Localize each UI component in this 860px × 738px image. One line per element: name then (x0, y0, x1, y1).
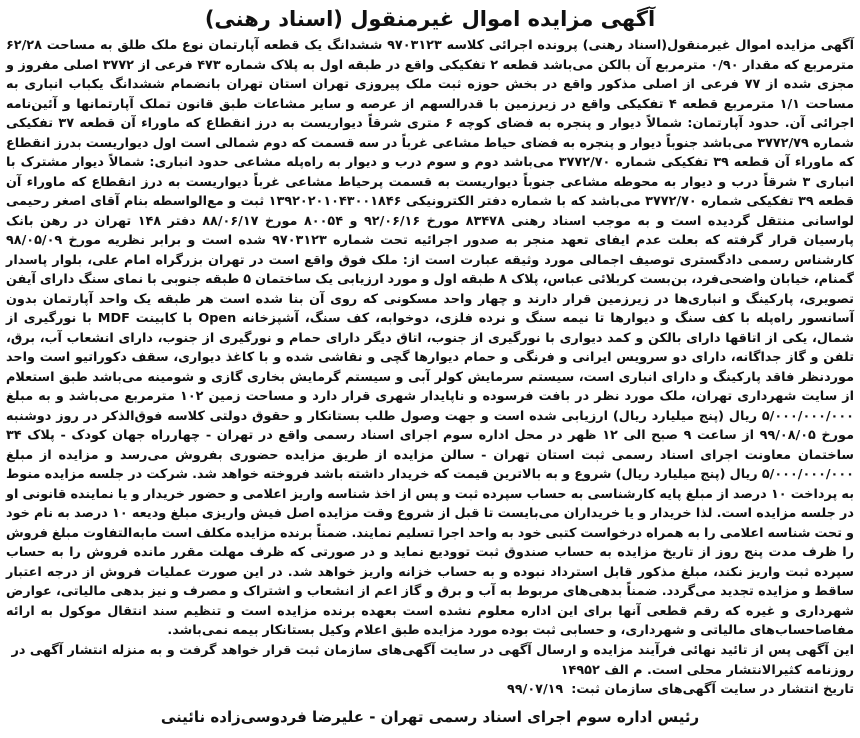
publication-label: تاریخ انتشار در سایت آگهی‌های سازمان ثبت: (571, 682, 854, 698)
signature: رئیس اداره سوم اجرای اسناد رسمی تهران - علیرضا فردوسی‌زاده نائینی (160, 707, 700, 726)
publication-line (6, 680, 854, 700)
notice-body: آگهی مزایده اموال غیرمنقول(اسناد رهنی) پرونده اجرائی کلاسه ۹۷۰۳۱۲۳ ششدانگ یک قطعه آپارتمان نوع ملک طلق به مساحت ۶۲/۲۸ مترمربع که مقدار ۰/۹۰ مترمربع آن بالکن می‌باشد قطعه ۲ تفکیکی واقع در طبقه اول به پلاک شماره ۴۷۳ فرعی از ۳۷۷۲ اصلی مفروز و مجزی شده از ۷۷ فرعی از اصلی مذکور واقع در بخش حوزه ثبت ملک پیروزی تهران استان تهران بانضمام ششدانگ یکباب انباری به مساحت ۱/۱ مترمربع قطعه ۴ تفکیکی واقع در زیرزمین با قدرالسهم از عرصه و سایر مشاعات طبق قانون تملک آپارتمانها و آئین‌نامه اجرائی آن. حدود آپارتمان: شمالاً دیوار و پنجره به فضای کوچه ۶ متری شرقاً دیواریست به درز انقطاع که ماوراء آن قطعه ۳۷ تفکیکی شماره ۳۷۷۲/۷۹ می‌باشد جنوباً دیوار و پنجره به فضای حیاط مشاعی غرباً در سه قسمت که دوم شمالی است اول دیواریست بدرز انقطاع که ماوراء آن قطعه ۳۹ تفکیکی شماره ۳۷۷۲/۷۰ می‌باشد دوم و سوم درب و دیوار به راه‌پله مشاعی حدود انباری: شمالاً دیوار مشترک با انباری ۳ شرقاً درب و دیوار به محوطه مشاعی جنوباً دیواریست به قسمت پرحیاط مشاعی غرباً دیواریست به درز انقطاع که ماوراء آن قطعه ۳۹ تفکیکی شماره ۳۷۷۲/۷۰ می‌باشد که با شماره دفتر الکترونیکی ۱۳۹۲۰۲۰۱۰۴۳۰۰۱۸۴۶ ثبت و مع‌الواسطه بنام آقای اصغر رحیمی لواسانی منتقل گردیده است و به موجب اسناد رهنی ۸۳۴۷۸ مورخ ۹۲/۰۶/۱۶ و ۸۰۰۵۴ مورخ ۸۸/۰۶/۱۷ دفتر ۱۴۸ تهران در رهن بانک پارسیان قرار گرفته که بعلت عدم ایفای تعهد منجر به صدور اجرائیه تحت شماره ۹۷۰۳۱۲۳ شده است و برابر نظریه مورخ ۹۸/۰۵/۰۹ کارشناس رسمی دادگستری توصیف اجمالی مورد وثیقه عبارت است از: ملک فوق واقع است در تهران بزرگراه امام علی، بلوار پاسدار گمنام، خیابان واضحی‌فرد، بن‌بست کربلائی عباس، پلاک ۸ طبقه اول و مورد ارزیابی یک ساختمان ۵ طبقه جنوبی با نمای سنگ دارای آیفن تصویری، پارکینگ و انباری‌ها در زیرزمین قرار دارند و چهار واحد مسکونی که روی آن بنا شده است هر طبقه یک واحد آپارتمان بدون آسانسور راه‌پله با کف سنگ و دیوارها تا نیمه سنگ و نرده فلزی، دوخوابه، کف سنگ، آشپزخانه Open با کابینت MDF با نورگیری از شمال، یکی از اتاقها دارای بالکن و کمد دیواری با نورگیری از جنوب، اتاق دیگر دارای حمام و نورگیری از جنوب، دارای انشعاب آب، برق، تلفن و گاز جداگانه، دارای دو سرویس ایرانی و فرنگی و حمام دیوارها گچی و نقاشی شده و با کاغذ دیواری، سقف دکوراتیو است واحد موردنظر فاقد پارکینگ و دارای انباری است، سیستم سرمایش کولر آبی و سیستم گرمایش بخاری گازی و شومینه می‌باشد طبق استعلام از سایت شهرداری تهران، ملک مورد نظر در بافت فرسوده و ناپایدار شهری قرار دارد و مساحت زمین ۱۰۲ مترمربع می‌باشد و به مبلغ ۵/۰۰۰/۰۰۰/۰۰۰ ریال (پنج میلیارد ریال) ارزیابی شده است و جهت وصول طلب بستانکار و حقوق دولتی کلاسه فوق‌الذکر در روز دوشنبه مورخ ۹۹/۰۸/۰۵ از ساعت ۹ صبح الی ۱۲ ظهر در محل اداره سوم اجرای اسناد رسمی واقع در تهران - چهارراه جهان کودک - پلاک ۳۴ ساختمان معاونت اجرای اسناد رسمی ثبت استان تهران - سالن مزایده از طریق مزایده حضوری بفروش می‌رسد و مزایده از مبلغ ۵/۰۰۰/۰۰۰/۰۰۰ ریال (پنج میلیارد ریال) شروع و به بالاترین قیمت که خریدار داشته باشد فروخته خواهد شد. شرکت در جلسه مزایده منوط به پرداخت ۱۰ درصد از مبلغ پایه کارشناسی به حساب سپرده ثبت و پس از اخذ شناسه واریز اعلامی و حضور خریدار و یا نماینده قانونی او در جلسه مزایده است. لذا خریدار و یا خریداران می‌بایست تا قبل از شروع وقت مزایده اصل فیش واریزی مبلغ ودیعه ۱۰ درصد به نام خود و تحت شناسه اعلامی را به همراه درخواست کتبی خود به واحد اجرا تسلیم نمایند. ضمناً برنده مزایده مکلف است مابه‌التفاوت مبلغ فروش را ظرف مدت پنج روز از تاریخ مزایده به حساب صندوق ثبت توودیع نماید و در صورتی که ظرف مهلت مقرر مانده فروش را به حساب سپرده ثبت واریز نکند، مبلغ مذکور قابل استرداد نبوده و به حساب خزانه واریز خواهد شد. در این صورت عملیات فروش از درجه اعتبار ساقط و مزایده تجدید می‌گردد. ضمناً بدهی‌های مربوط به آب و برق و گاز اعم از انشعاب و اشتراک و مصرف و نیز بدهی مالیاتی، عوارض شهرداری و غیره که رقم قطعی آنها برای این اداره معلوم نشده است بعهده برنده مزایده است و تنظیم سند انتقال موکول به ارائه مفاصاحساب‌های مالیاتی و شهرداری، و حسابی ثبت بوده مورد مزایده طبق اعلام وکیل بستانکار بیمه نمی‌باشد. (6, 38, 855, 639)
notice-closing: این آگهی پس از تائید نهائی فرآیند مزایده و ارسال آگهی در سایت آگهی‌های سازمان ثبت قرار خواهد گرفت و به منزله انتشار آگهی در روزنامه کثیرالانتشار محلی است. م الف ۱۴۹۵۲ (11, 642, 854, 678)
notice-title: آگهی مزایده اموال غیرمنقول (اسناد رهنی) (204, 7, 656, 31)
publication-date: ۹۹/۰۷/۱۹ (507, 682, 564, 698)
